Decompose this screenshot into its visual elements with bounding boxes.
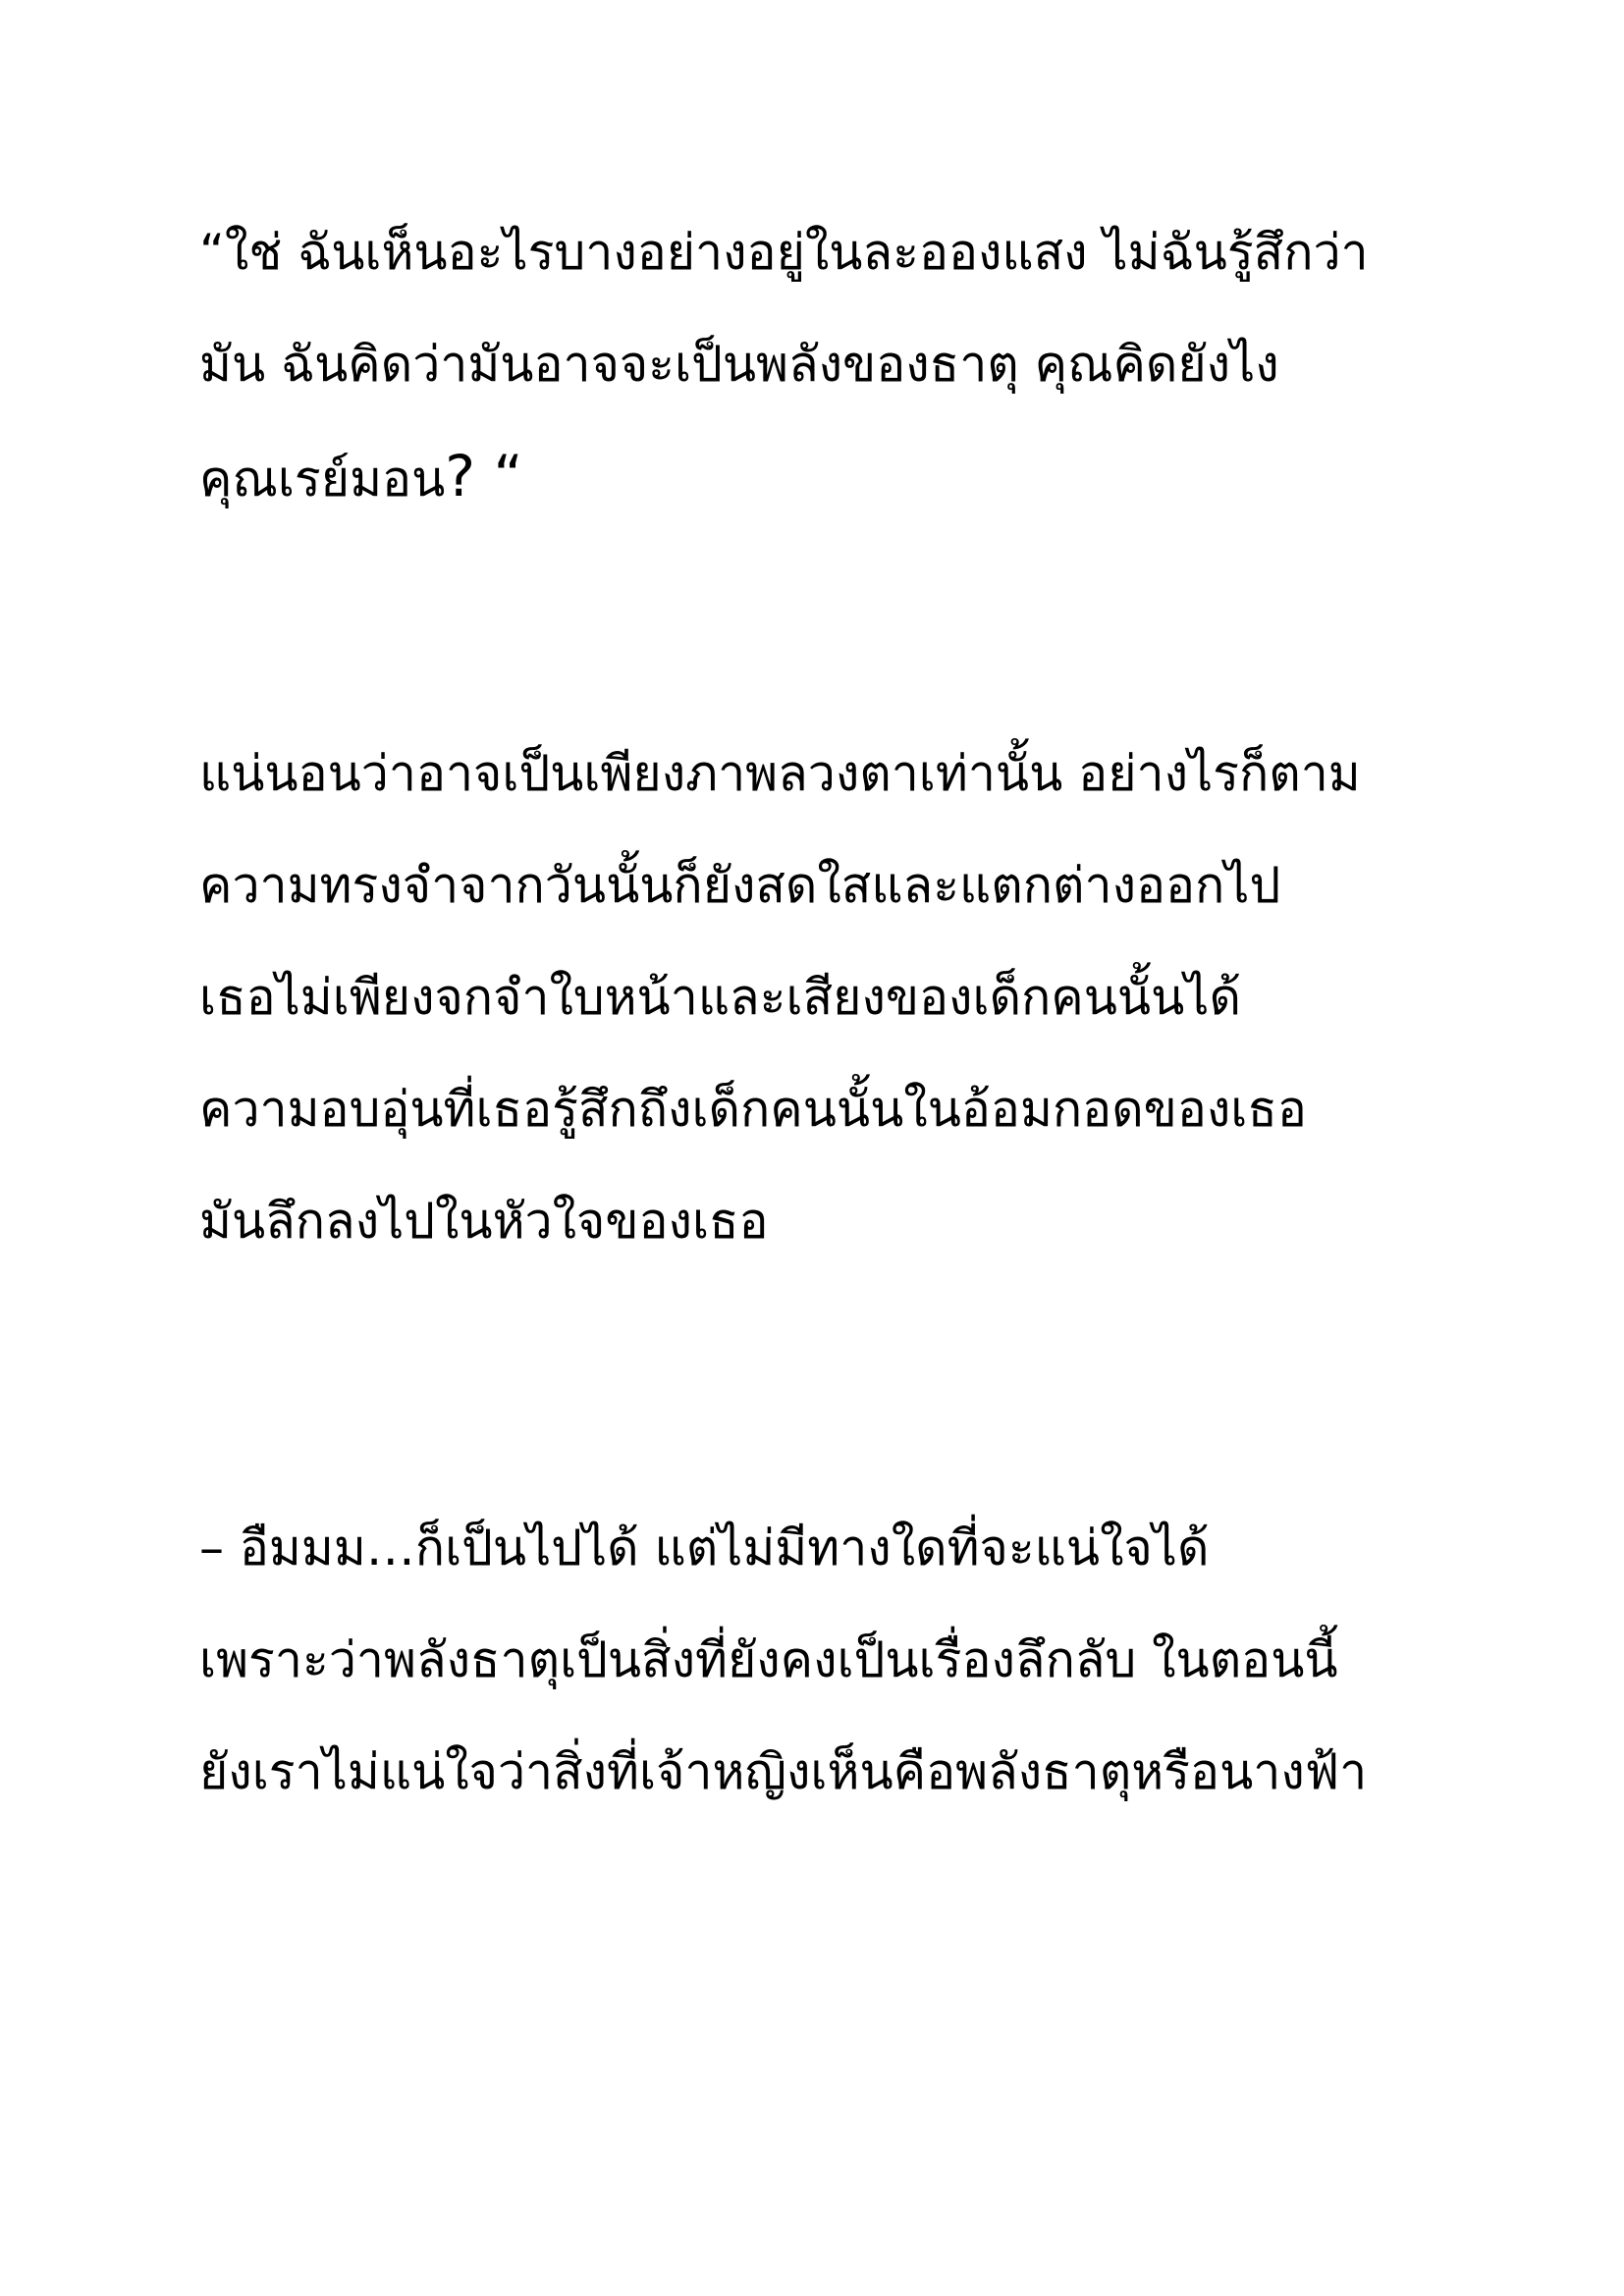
paragraph-narration (199, 718, 1476, 1277)
paragraph-line: เธอไม่เพียงจกจำใบหน้าและเสียงของเด็กคนนั้นได้ (199, 969, 1241, 1026)
paragraph-line: แน่นอนว่าอาจเป็นเพียงภาพลวงตาเท่านั้น อย่างไรก็ตาม (199, 745, 1361, 802)
paragraph-line: “ใช่ ฉันเห็นอะไรบางอย่างอยู่ในละอองแสง ไม่ฉันรู้สึกว่า (199, 224, 1369, 281)
paragraph-line: เพราะว่าพลังธาตุเป็นสิ่งที่ยังคงเป็นเรื่องลึกลับ ในตอนนี้ (199, 1631, 1338, 1688)
paragraph-line: มันลึกลงไปในหัวใจของเธอ (199, 1193, 769, 1250)
paragraph-line-last (199, 420, 1476, 535)
question-mark-quote: ? “ (445, 443, 523, 509)
paragraph-line: ความอบอุ่นที่เธอรู้สึกถึงเด็กคนนั้นในอ้อมกอดของเธอ (199, 1081, 1307, 1138)
paragraph-dialogue-reply (199, 1492, 1476, 1828)
line-text: คุณเรย์มอน (199, 451, 446, 507)
paragraph-line: ยังเราไม่แน่ใจว่าสิ่งที่เจ้าหญิงเห็นคือพลังธาตุหรือนางฟ้า (199, 1743, 1368, 1800)
paragraph-line: ความทรงจำจากวันนั้นก็ยังสดใสและแตกต่างออกไป (199, 857, 1281, 914)
paragraph-line: มัน ฉันคิดว่ามันอาจจะเป็นพลังของธาตุ คุณคิดยังไง (199, 336, 1279, 393)
paragraph-line: – อืมมม…ก็เป็นไปได้ แต่ไม่มีทางใดที่จะแน่ใจได้ (199, 1520, 1210, 1576)
paragraph-dialogue-question (199, 196, 1476, 535)
